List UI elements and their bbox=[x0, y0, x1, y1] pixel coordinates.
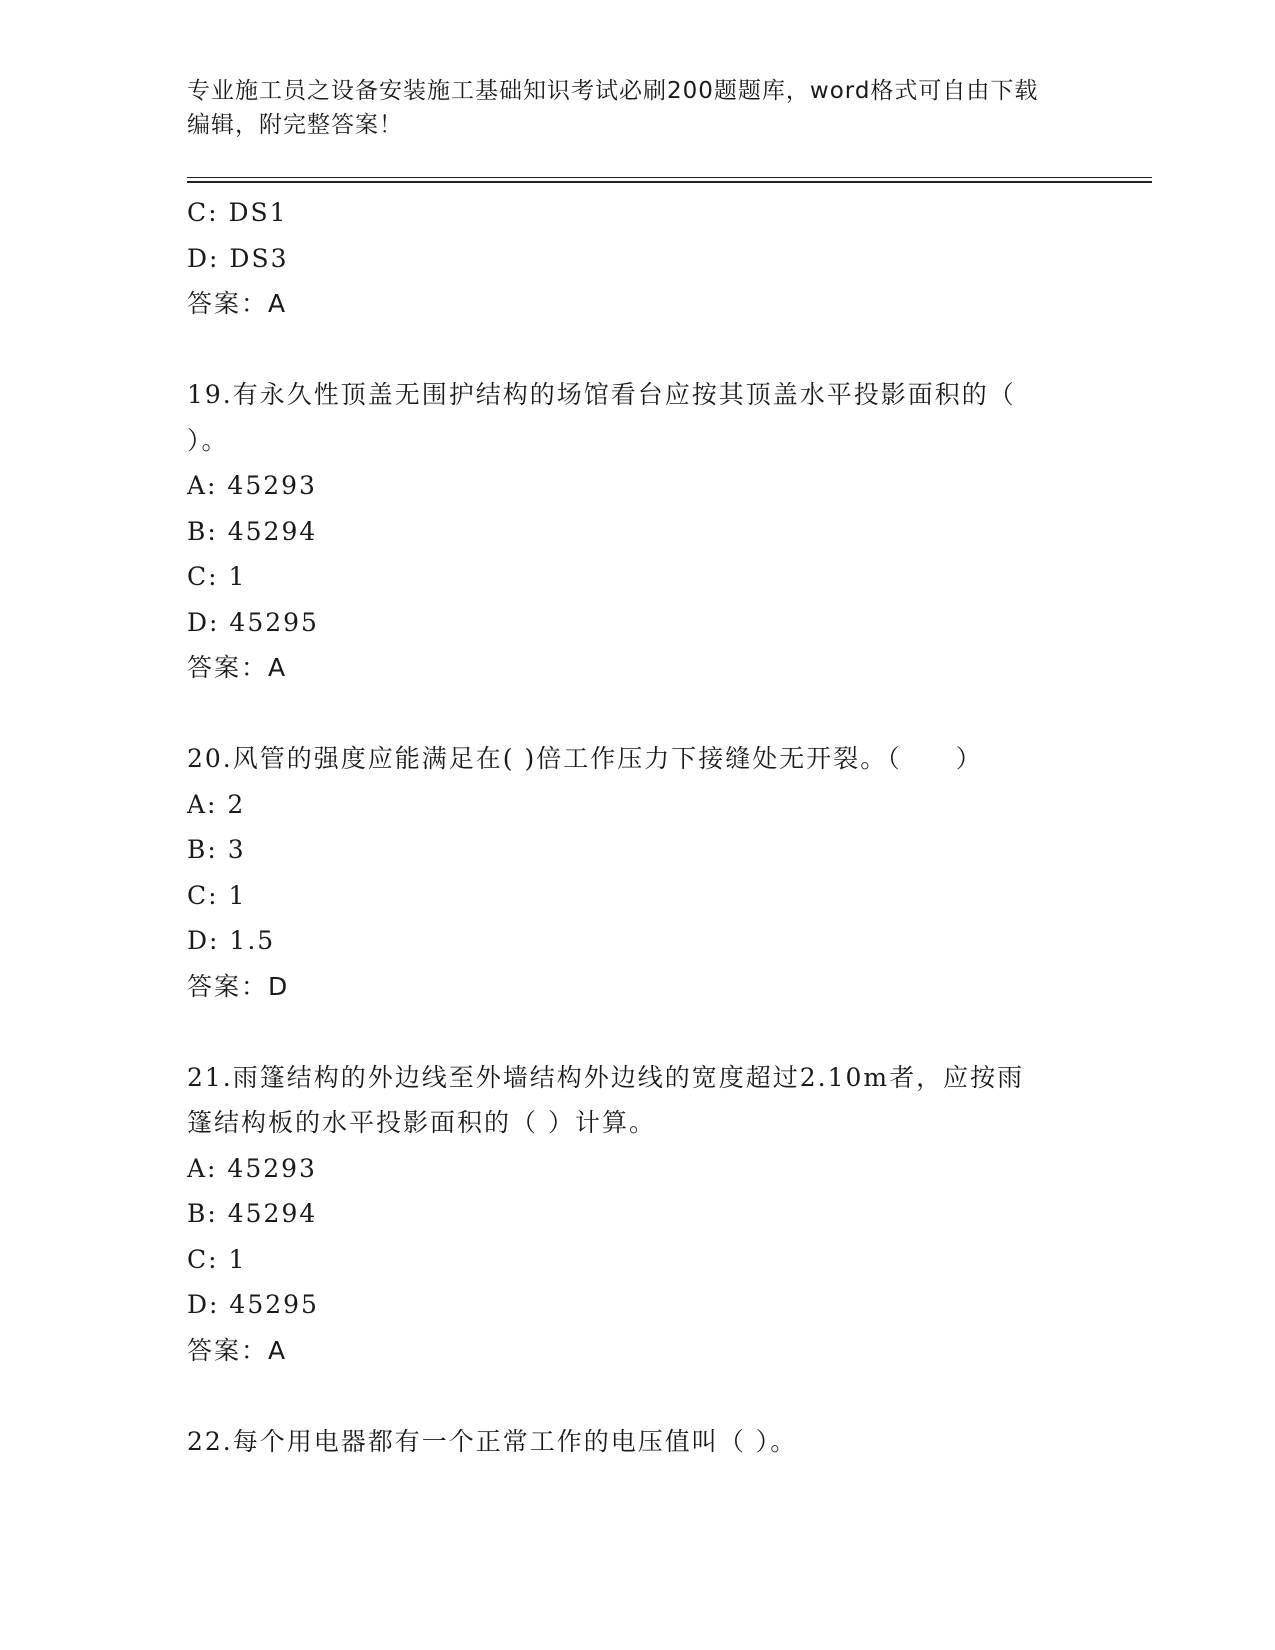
option-c: C: DS1 bbox=[187, 198, 288, 227]
question-stem-line: 21.雨篷结构的外边线至外墙结构外边线的宽度超过2.10m者，应按雨 bbox=[187, 1062, 1025, 1092]
option-c: C: 1 bbox=[187, 1244, 247, 1274]
option-b: B: 45294 bbox=[187, 1199, 318, 1228]
answer-line: 答案：A bbox=[187, 653, 288, 682]
option-c: C: 1 bbox=[187, 562, 247, 591]
answer-line: 答案：A bbox=[187, 1335, 288, 1365]
question-list bbox=[187, 190, 1087, 1464]
question-stem-line: 19.有永久性顶盖无围护结构的场馆看台应按其顶盖水平投影面积的（ bbox=[187, 380, 1016, 409]
question-stem-line: 20.风管的强度应能满足在( )倍工作压力下接缝处无开裂。（ ） bbox=[187, 744, 983, 773]
document-header bbox=[187, 74, 1087, 142]
header-divider-thick bbox=[187, 181, 1152, 183]
option-b: B: 45294 bbox=[187, 516, 318, 546]
question-22 bbox=[187, 1419, 1087, 1465]
question-19 bbox=[187, 372, 1087, 691]
header-divider-thin bbox=[187, 177, 1152, 178]
option-d: D: 1.5 bbox=[187, 926, 276, 955]
header-title-line-1: 专业施工员之设备安装施工基础知识考试必刷200题题库，word格式可自由下载 bbox=[187, 78, 1039, 104]
answer-line: 答案：A bbox=[187, 289, 288, 318]
option-d: D: DS3 bbox=[187, 243, 289, 273]
question-18-tail bbox=[187, 190, 1087, 327]
spacer bbox=[187, 1373, 1087, 1419]
question-stem-line: 22.每个用电器都有一个正常工作的电压值叫（ ）。 bbox=[187, 1426, 798, 1456]
option-a: A: 45293 bbox=[187, 1153, 317, 1183]
option-d: D: 45295 bbox=[187, 1290, 319, 1319]
answer-line: 答案：D bbox=[187, 971, 290, 1001]
spacer bbox=[187, 1009, 1087, 1055]
option-a: A: 45293 bbox=[187, 471, 317, 500]
option-c: C: 1 bbox=[187, 880, 247, 910]
question-21 bbox=[187, 1055, 1087, 1374]
header-title-line-2: 编辑，附完整答案！ bbox=[187, 112, 403, 138]
spacer bbox=[187, 691, 1087, 737]
spacer bbox=[187, 327, 1087, 373]
question-stem-line: ）。 bbox=[187, 425, 229, 455]
option-a: A: 2 bbox=[187, 789, 246, 819]
question-stem-line: 篷结构板的水平投影面积的（ ）计算。 bbox=[187, 1108, 656, 1137]
option-b: B: 3 bbox=[187, 835, 246, 864]
question-20 bbox=[187, 736, 1087, 1009]
option-d: D: 45295 bbox=[187, 607, 319, 637]
